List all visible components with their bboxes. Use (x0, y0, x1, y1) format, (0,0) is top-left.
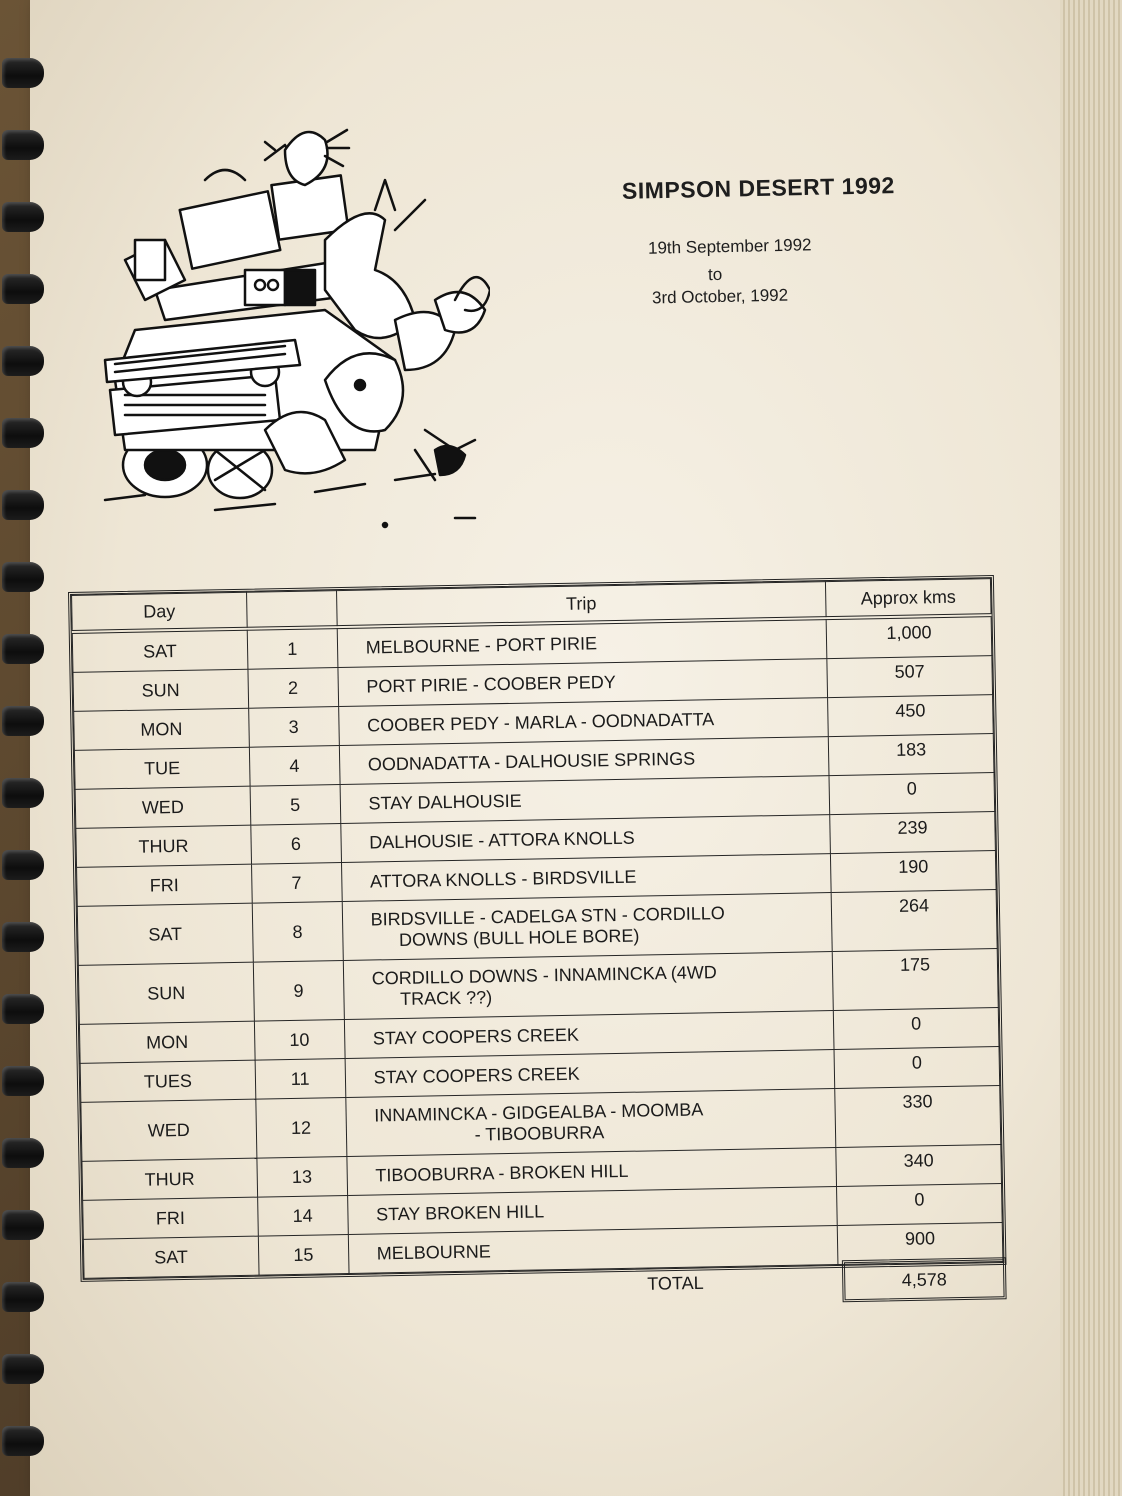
binding-coil (2, 490, 44, 520)
row-trip: CORDILLO DOWNS - INNAMINCKA (4WD (371, 962, 717, 989)
row-day: THUR (76, 825, 251, 867)
row-number: 1 (247, 627, 338, 669)
start-date: 19th September 1992 (647, 235, 812, 258)
row-number: 10 (254, 1020, 345, 1061)
row-trip: STAY COOPERS CREEK (345, 1050, 835, 1098)
binding-coil (2, 1426, 44, 1456)
total-label: TOTAL (647, 1272, 704, 1294)
row-trip-continued: DOWNS (BULL HOLE BORE) (398, 925, 640, 950)
row-day: WED (81, 1099, 257, 1161)
row-kms: 190 (831, 851, 997, 893)
binding-coil (2, 1066, 44, 1096)
binding-coil (2, 1354, 44, 1384)
row-number: 14 (257, 1195, 348, 1236)
row-trip-cell (342, 893, 833, 961)
row-number: 8 (252, 902, 343, 963)
row-trip: STAY DALHOUSIE (340, 776, 830, 824)
row-trip: TIBOOBURRA - BROKEN HILL (347, 1148, 837, 1196)
row-kms: 0 (834, 1047, 1000, 1089)
row-kms: 239 (830, 812, 996, 854)
row-number: 7 (251, 863, 342, 904)
binding-coil (2, 130, 44, 160)
row-number: 11 (255, 1059, 346, 1100)
row-day: SAT (72, 629, 247, 673)
row-kms: 264 (831, 890, 997, 952)
row-day: TUES (80, 1060, 255, 1102)
row-day: FRI (77, 864, 252, 906)
row-trip: STAY BROKEN HILL (347, 1187, 837, 1235)
binding-coil (2, 634, 44, 664)
binding-coil (2, 1138, 44, 1168)
header-approx-kms: Approx kms (826, 579, 991, 619)
binding-coil (2, 346, 44, 376)
row-number: 2 (248, 668, 339, 709)
page-stack-edge (1060, 0, 1122, 1496)
row-kms: 507 (827, 656, 993, 698)
row-trip: MELBOURNE - PORT PIRIE (337, 618, 827, 667)
row-day: SAT (77, 903, 253, 965)
binding-coil (2, 706, 44, 736)
row-kms: 1,000 (826, 615, 992, 659)
row-number: 13 (257, 1156, 348, 1197)
row-day: THUR (82, 1158, 257, 1200)
header-number (246, 591, 337, 629)
header-trip: Trip (336, 582, 826, 627)
binding-coil (2, 202, 44, 232)
overloaded-4wd-cartoon-icon (95, 120, 490, 530)
row-day: SAT (83, 1236, 258, 1278)
row-kms: 0 (829, 773, 995, 815)
date-separator: to (707, 264, 723, 285)
row-kms: 450 (828, 695, 994, 737)
binding-coil (2, 778, 44, 808)
binding-coil (2, 994, 44, 1024)
row-number: 9 (253, 961, 344, 1022)
total-kms-value: 4,578 (842, 1257, 1007, 1302)
end-date: 3rd October, 1992 (651, 285, 789, 308)
row-trip-continued: - TIBOOBURRA (474, 1122, 605, 1145)
binding-coil (2, 922, 44, 952)
row-kms: 0 (837, 1183, 1003, 1225)
row-kms: 330 (835, 1086, 1001, 1148)
binding-coil (2, 1282, 44, 1312)
spiral-binding (0, 0, 48, 1496)
row-number: 3 (248, 707, 339, 748)
row-number: 15 (258, 1234, 349, 1275)
row-day: MON (79, 1021, 254, 1063)
binding-coil (2, 562, 44, 592)
binding-coil (2, 850, 44, 880)
binding-coil (2, 1210, 44, 1240)
header-day: Day (72, 592, 247, 632)
row-trip: COOBER PEDY - MARLA - OODNADATTA (338, 698, 828, 746)
row-number: 6 (251, 824, 342, 865)
row-kms: 183 (828, 734, 994, 776)
binding-coil (2, 418, 44, 448)
row-number: 12 (256, 1098, 347, 1159)
row-day: SUN (78, 962, 254, 1024)
row-day: SUN (73, 669, 248, 711)
row-day: WED (75, 786, 250, 828)
row-kms: 900 (837, 1222, 1003, 1264)
row-day: MON (74, 708, 249, 750)
row-day: TUE (74, 747, 249, 789)
row-trip: OODNADATTA - DALHOUSIE SPRINGS (339, 737, 829, 785)
itinerary-table (68, 575, 1006, 1282)
row-trip: DALHOUSIE - ATTORA KNOLLS (340, 815, 830, 863)
row-day: FRI (83, 1197, 258, 1239)
binding-coil (2, 58, 44, 88)
row-number: 5 (250, 785, 341, 826)
row-kms: 340 (836, 1144, 1002, 1186)
row-trip: BIRDSVILLE - CADELGA STN - CORDILLO (370, 903, 725, 930)
row-kms: 175 (832, 949, 998, 1011)
row-trip-cell (345, 1089, 836, 1157)
row-number: 4 (249, 746, 340, 787)
row-trip: STAY COOPERS CREEK (344, 1011, 834, 1059)
row-trip-cell (343, 952, 834, 1020)
row-trip-continued: TRACK ??) (399, 987, 493, 1009)
row-kms: 0 (833, 1008, 999, 1050)
row-trip: MELBOURNE (348, 1226, 838, 1274)
document-title: SIMPSON DESERT 1992 (621, 172, 896, 204)
row-trip: INNAMINCKA - GIDGEALBA - MOOMBA (374, 1099, 704, 1126)
row-trip: PORT PIRIE - COOBER PEDY (338, 659, 828, 707)
binding-coil (2, 274, 44, 304)
row-trip: ATTORA KNOLLS - BIRDSVILLE (341, 854, 831, 902)
